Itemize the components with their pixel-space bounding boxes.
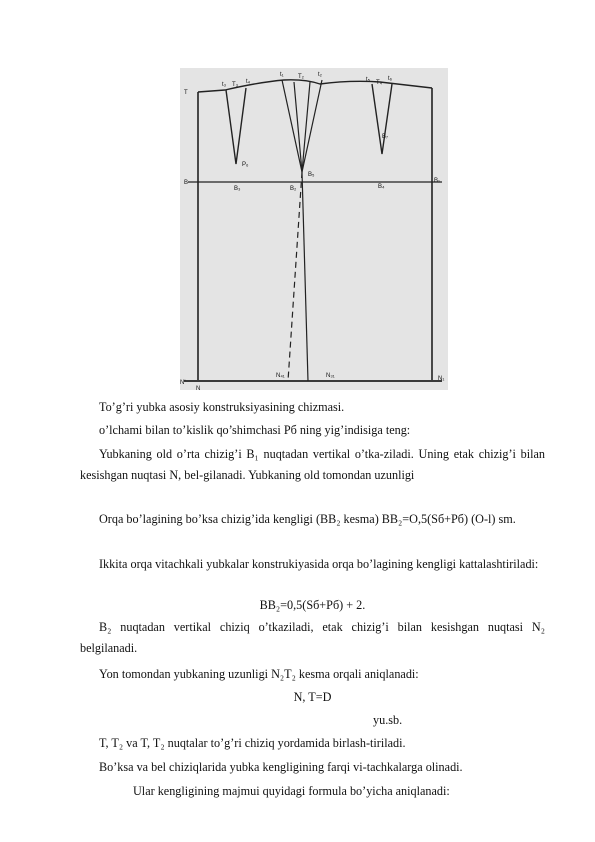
label-t5: t₅: [366, 77, 371, 83]
side-seam-solid: [302, 172, 308, 381]
label-N: N: [196, 386, 201, 390]
label-T2: T₂: [298, 74, 304, 80]
side-dart-inner: [294, 82, 310, 172]
label-t1: t₁: [280, 72, 284, 78]
label-B7: B₇: [382, 134, 389, 140]
label-T4: T₄: [376, 80, 383, 86]
label-B1: B₁: [434, 178, 441, 184]
label-T: T: [184, 90, 188, 96]
paragraph-join-points: T, T₂ va T, T₂ nuqtalar to’g’ri chiziq yordamida birlash-tiriladi.: [99, 736, 406, 750]
label-N41: N₄₁: [276, 373, 285, 379]
front-dart: [226, 88, 246, 164]
paragraph-darts: Bo’ksa va bel chiziqlarida yubka kengligining farqi vi-tachkalarga olinadi.: [99, 760, 463, 774]
label-t2: t₂: [318, 72, 322, 78]
label-P6: P₆: [242, 162, 249, 168]
label-B5: B₅: [308, 172, 315, 178]
label-B4: B₄: [378, 184, 385, 190]
formula-nt-d: N, T=D: [293, 690, 332, 704]
paragraph-b2-vertical: B₂ nuqtadan vertikal chiziq o’tkaziladi, etak chizig’i bilan kesishgan nuqtasi N₂ belgilanadi.: [80, 620, 545, 655]
label-B: B: [184, 180, 189, 186]
label-N1: N₁: [438, 376, 445, 382]
paragraph-side-length: Yon tomondan yubkaning uzunligi N₂T₂ kesma orqali aniqlanadi:: [99, 667, 419, 681]
paragraph-front-center: Yubkaning old o’rta chizig’i B₁ nuqtadan vertikal o’tka-ziladi. Uning etak chizig’i bilan kesishgan nuqtasi N, bel-gilanadi. Yubkaning old tomondan uzunligi: [80, 447, 545, 482]
paragraph-line-2: o’lchami bilan to’kislik qo’shimchasi Pб ning yig’indisiga teng:: [99, 423, 411, 437]
label-N31: N₃₁: [326, 373, 335, 379]
paragraph-back-width: Orqa bo’lagining bo’ksa chizig’ida kengligi (BB₂ kesma) BB₂=O,5(Sб+Pб) (O-l) sm.: [99, 512, 516, 526]
formula-subscript: yu.sb.: [373, 713, 403, 727]
back-dart: [372, 84, 392, 154]
paragraph-formula-intro: Ular kengligining majmui quyidagi formula bo’yicha aniqlanadi:: [133, 784, 450, 798]
label-t4: t₄: [246, 79, 251, 85]
side-dart-outer: [282, 80, 322, 172]
label-Nprime: N': [180, 380, 186, 386]
label-t6: t₆: [388, 76, 393, 82]
side-seam-dashed: [288, 172, 302, 381]
skirt-pattern-drawing: [180, 68, 448, 390]
paragraph-two-darts: Ikkita orqa vitachkali yubkalar konstrukiyasida orqa bo’lagining kengligi kattalashtiriladi:: [99, 557, 539, 571]
label-B3: B₃: [234, 186, 241, 192]
label-T3: T₃: [232, 82, 239, 88]
formula-bb2: BB₂=0,5(Sб+Pб) + 2.: [259, 598, 366, 612]
pattern-svg: [180, 68, 448, 390]
figure-caption: To’g’ri yubka asosiy konstruksiyasining chizmasi.: [99, 400, 345, 414]
label-B2: B₂: [290, 186, 297, 192]
label-t3: t₃: [222, 82, 227, 88]
